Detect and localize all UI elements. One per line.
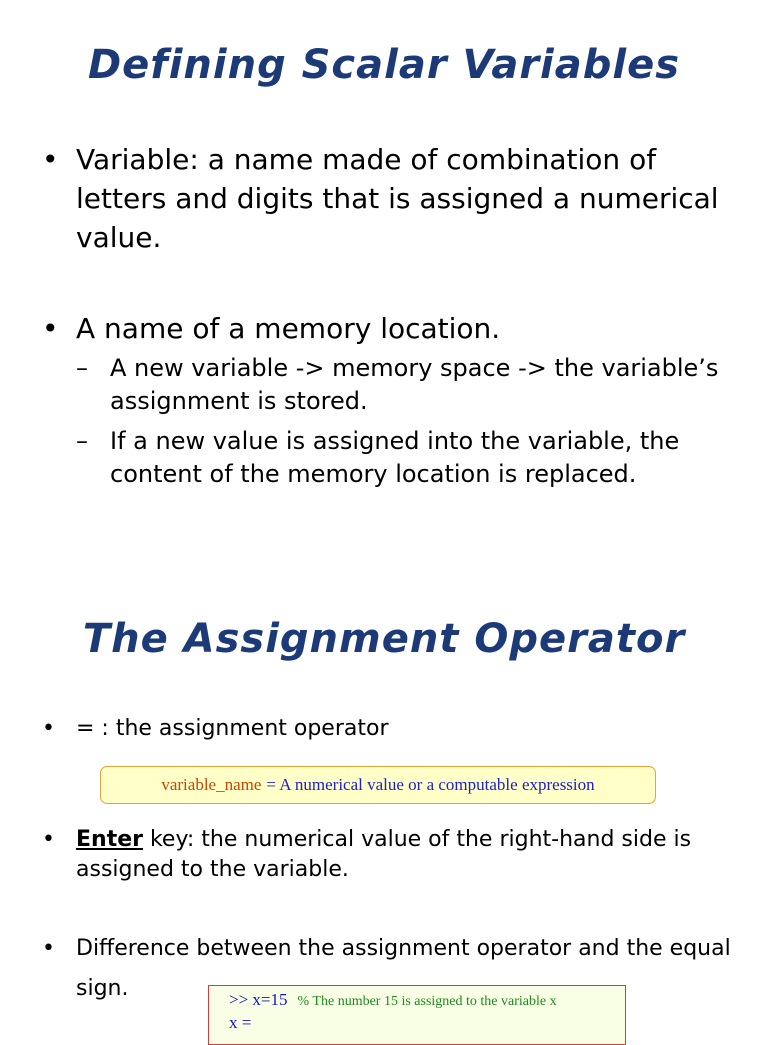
bullet-marker: • <box>42 936 55 961</box>
code-line-1 <box>229 988 625 1014</box>
subitem-text: A new variable -> memory space -> the variable’s assignment is stored. <box>110 354 719 415</box>
subitem-new-value <box>76 425 756 491</box>
section2-title: The Assignment Operator <box>82 616 686 662</box>
bullet-enter-key <box>42 825 732 885</box>
enter-key-label: Enter <box>76 827 143 852</box>
formula-expression: = A numerical value or a computable expression <box>266 775 595 794</box>
bullet-text: = : the assignment operator <box>76 716 389 741</box>
bullet-variable-definition <box>42 140 742 257</box>
bullet-text: Variable: a name made of combination of letters and digits that is assigned a numerical value. <box>76 143 719 254</box>
subitem-text: If a new value is assigned into the variable, the content of the memory location is replaced. <box>110 427 680 488</box>
enter-key-description: key: the numerical value of the right-hand side is assigned to the variable. <box>76 827 692 882</box>
bullet-text: Difference between the assignment operator and the equal sign. <box>76 936 731 1001</box>
dash-marker: – <box>76 354 88 382</box>
code-comment: % The number 15 is assigned to the variable x <box>297 994 557 1009</box>
bullet-marker: • <box>42 143 59 176</box>
code-example-box <box>208 985 626 1045</box>
section1-title: Defining Scalar Variables <box>87 42 681 88</box>
bullet-marker: • <box>42 716 55 741</box>
formula-variable-name: variable_name <box>161 775 262 794</box>
bullet-text <box>76 825 732 885</box>
bullet-text: A name of a memory location. <box>76 312 501 345</box>
code-output: x = <box>229 1013 252 1032</box>
dash-marker: – <box>76 427 88 455</box>
code-prompt: >> x=15 <box>229 990 288 1009</box>
bullet-assignment-operator <box>42 714 742 744</box>
bullet-marker: • <box>42 827 55 852</box>
subitem-new-variable <box>76 352 756 418</box>
formula-box <box>100 766 656 804</box>
bullet-marker: • <box>42 312 59 345</box>
bullet-memory-location <box>42 309 742 348</box>
